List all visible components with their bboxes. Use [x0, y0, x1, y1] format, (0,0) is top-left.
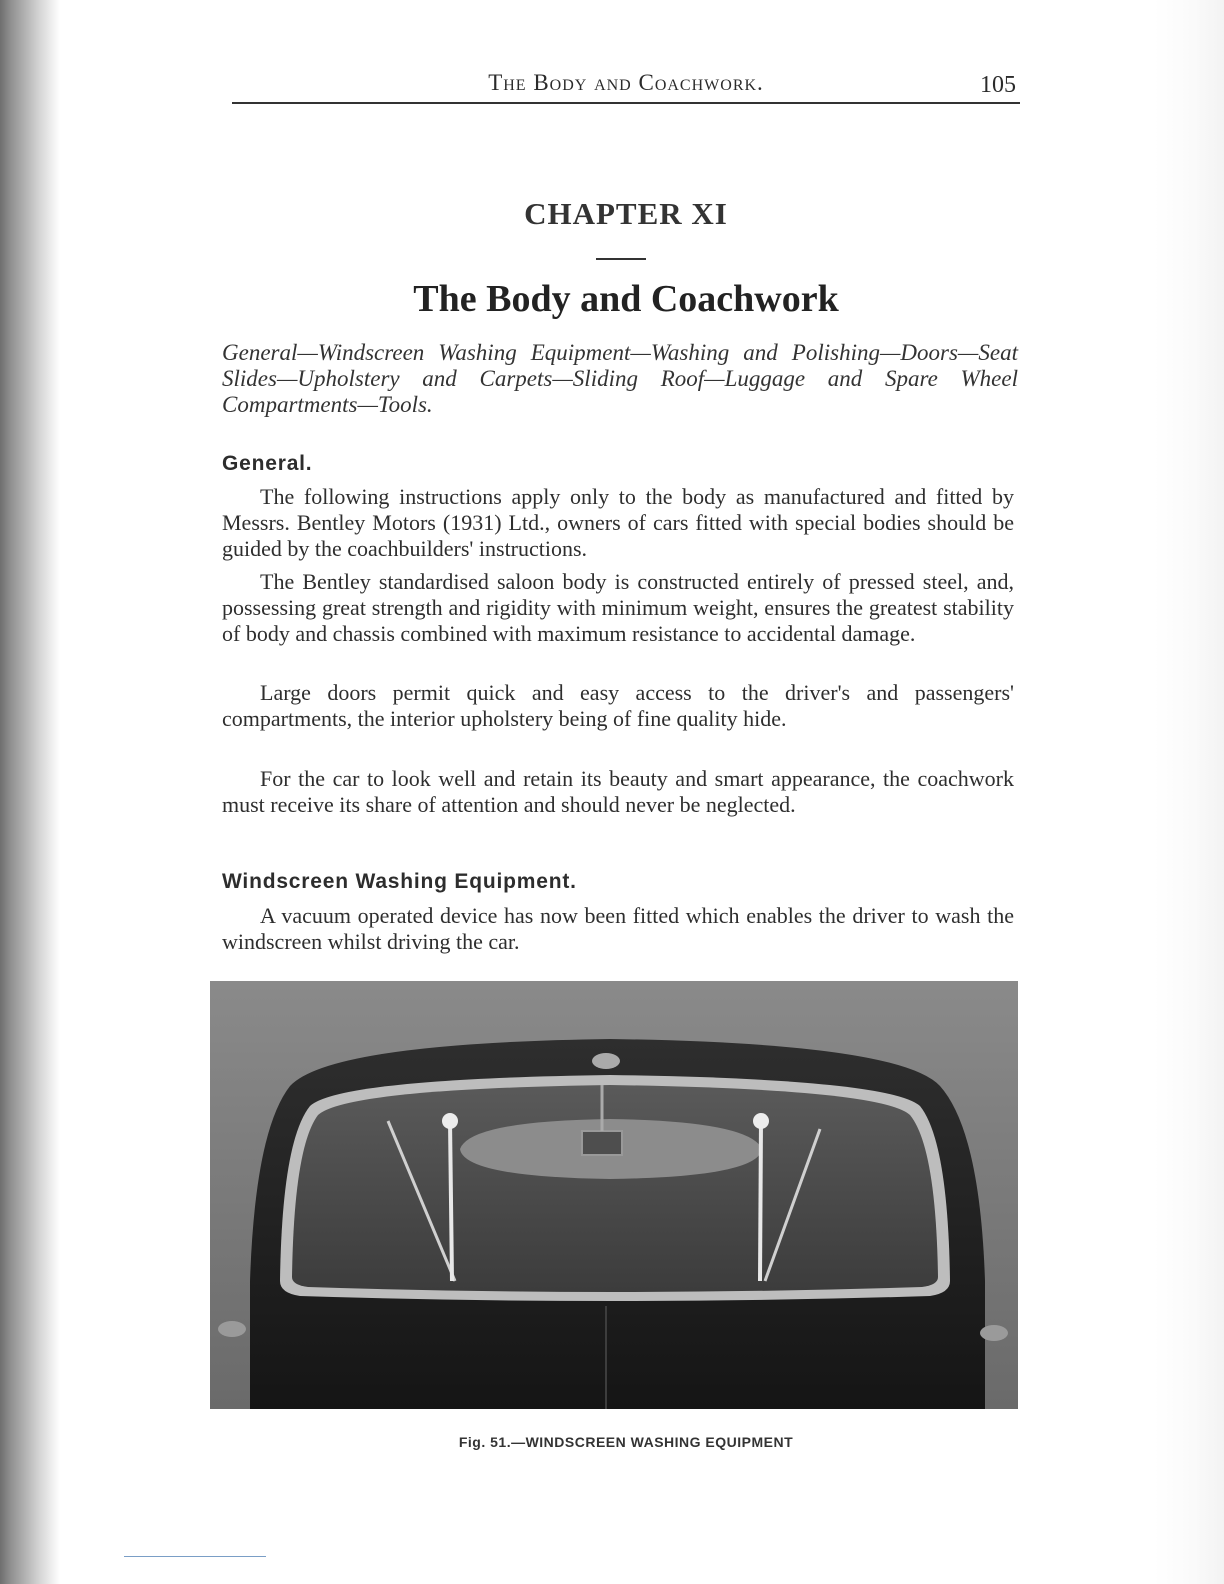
chapter-title: The Body and Coachwork	[413, 278, 839, 320]
page-edge-shadow	[0, 0, 60, 1584]
windscreen-photo	[210, 981, 1018, 1409]
corner-mark	[124, 1556, 266, 1557]
section-heading-windscreen: Windscreen Washing Equipment.	[222, 870, 577, 893]
chapter-rule	[596, 258, 646, 260]
chapter-label: CHAPTER XI	[524, 196, 728, 231]
running-header	[232, 66, 1020, 104]
page-edge-right	[1154, 0, 1224, 1584]
paragraph-windscreen-1: A vacuum operated device has now been fitted which enables the driver to wash the windscreen whilst driving the car.	[222, 903, 1014, 954]
chapter-contents: General—Windscreen Washing Equipment—Washing and Polishing—Doors—Seat Slides—Upholstery and Carpets—Sliding Roof—Luggage and Spare Wheel Compartments—Tools.	[222, 340, 1018, 417]
paragraph-general-2: The Bentley standardised saloon body is constructed entirely of pressed steel, and, possessing great strength and rigidity with minimum weight, ensures the greatest stability of body and chassis combined with maximum resistance to accidental damage.	[222, 569, 1014, 646]
section-heading-general: General.	[222, 452, 313, 475]
page-number: 105	[980, 72, 1016, 98]
figure-caption: Fig. 51.—WINDSCREEN WASHING EQUIPMENT	[458, 1434, 794, 1450]
paragraph-general-3: Large doors permit quick and easy access to the driver's and passengers' compartments, the interior upholstery being of fine quality hide.	[222, 680, 1014, 731]
paragraph-general-4: For the car to look well and retain its beauty and smart appearance, the coachwork must receive its share of attention and should never be neglected.	[222, 766, 1014, 817]
running-title: The Body and Coachwork.	[488, 70, 764, 95]
paragraph-general-1: The following instructions apply only to the body as manufactured and fitted by Messrs. Bentley Motors (1931) Ltd., owners of cars fitted with special bodies should be guided by the coachbuilders' instructions.	[222, 484, 1014, 561]
windscreen-photo-illustration	[210, 981, 1018, 1409]
